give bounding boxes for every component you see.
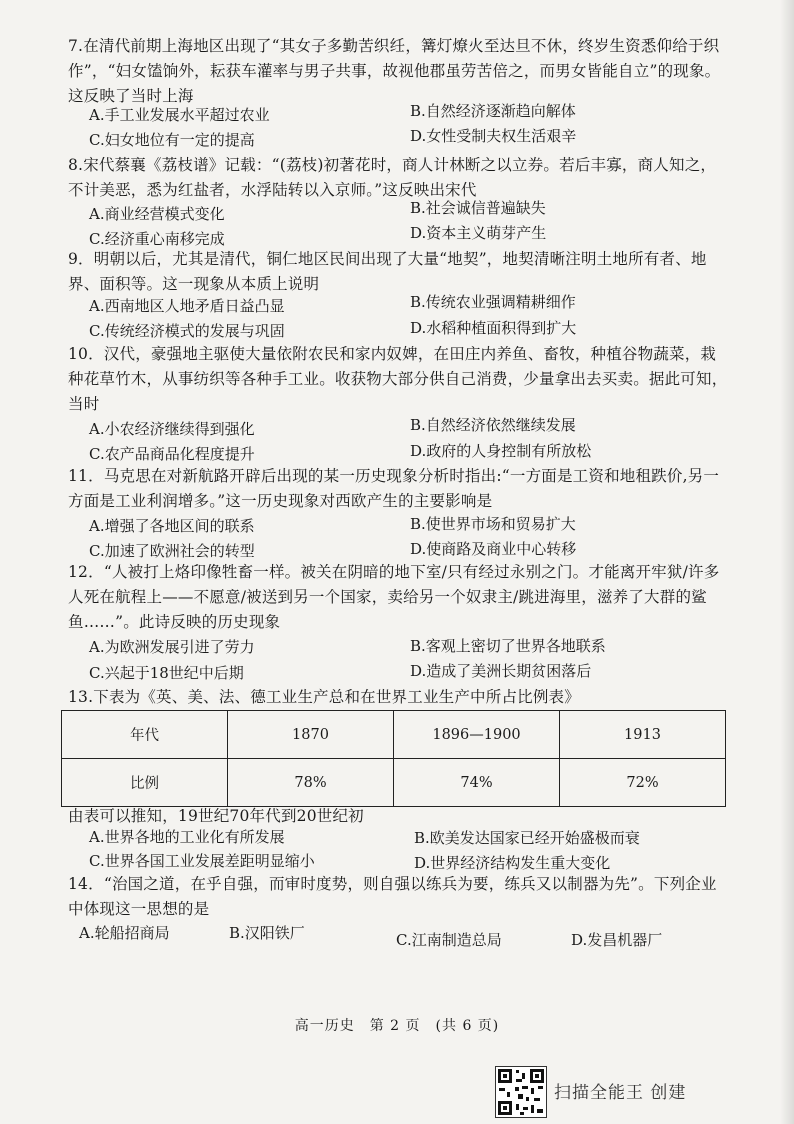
question-12-stem: 12．“人被打上烙印像牲畜一样。被关在阴暗的地下室/只有经过永别之门。才能离开牢狱/许多人死在航程上——不愿意/被送到另一个国家，卖给另一个奴隶主/跳进海里，滋养了大群的鲨鱼……”。此诗反映的历史现象	[68, 563, 720, 631]
q8-option-b: B.社会诚信普遍缺失	[410, 199, 546, 217]
question-7-stem: 7.在清代前期上海地区出现了“其女子多勤苦织纴，篝灯燎火至达旦不休，终岁生资悉仰给于织作”，“妇女馌饷外，耘获车灌率与男子共事，故视他郡虽劳苦倍之，而男女皆能自立”的现象。这反映了当时上海	[68, 37, 721, 105]
q14-option-a: A.轮船招商局	[79, 924, 170, 942]
table-cell: 1913	[560, 711, 726, 759]
question-14-stem: 14．“治国之道，在乎自强，而审时度势，则自强以练兵为要，练兵又以制器为先”。下列企业中体现这一思想的是	[68, 875, 717, 918]
table-cell: 1870	[228, 711, 394, 759]
table-cell: 比例	[62, 759, 228, 807]
q8-option-d: D.资本主义萌芽产生	[410, 224, 547, 242]
table-cell: 年代	[62, 711, 228, 759]
q9-option-d: D.水稻种植面积得到扩大	[410, 319, 577, 337]
table-cell: 72%	[560, 759, 726, 807]
q13-option-c: C.世界各国工业发展差距明显缩小	[89, 852, 315, 870]
table-cell: 1896—1900	[394, 711, 560, 759]
q14-option-b: B.汉阳铁厂	[229, 924, 305, 942]
q13-option-a: A.世界各地的工业化有所发展	[89, 828, 285, 846]
q11-option-b: B.使世界市场和贸易扩大	[410, 515, 576, 533]
question-9-stem: 9．明朝以后，尤其是清代，铜仁地区民间出现了大量“地契”，地契清晰注明土地所有者、地界、面积等。这一现象从本质上说明	[68, 250, 707, 293]
q7-option-c: C.妇女地位有一定的提高	[89, 131, 255, 149]
qr-code-icon	[495, 1066, 547, 1118]
question-13-stem: 13.下表为《英、美、法、德工业生产总和在世界工业生产中所占比例表》	[68, 688, 580, 706]
q12-option-d: D.造成了美洲长期贫困落后	[410, 662, 592, 680]
q14-option-c: C.江南制造总局	[396, 931, 502, 949]
q8-option-c: C.经济重心南移完成	[89, 230, 225, 248]
page-footer: 高一历史 第 2 页 (共 6 页)	[294, 1018, 500, 1034]
scan-edge-shadow	[780, 0, 794, 1124]
q10-option-d: D.政府的人身控制有所放松	[410, 442, 592, 460]
q9-option-c: C.传统经济模式的发展与巩固	[89, 322, 285, 340]
q14-option-d: D.发昌机器厂	[571, 931, 663, 949]
table-row	[62, 759, 726, 807]
q12-option-b: B.客观上密切了世界各地联系	[410, 637, 606, 655]
q7-option-b: B.自然经济逐渐趋向解体	[410, 102, 576, 120]
q11-option-c: C.加速了欧洲社会的转型	[89, 542, 255, 560]
question-13-followup: 由表可以推知，19世纪70年代到20世纪初	[68, 807, 364, 825]
table-cell: 74%	[394, 759, 560, 807]
q7-option-d: D.女性受制夫权生活艰辛	[410, 127, 577, 145]
question-8-stem: 8.宋代蔡襄《荔枝谱》记载：“(荔枝)初著花时，商人计林断之以立券。若后丰寡，商人知之，不计美恶，悉为红盐者，水浮陆转以入京师。”这反映出宋代	[68, 156, 717, 199]
q7-option-a: A.手工业发展水平超过农业	[89, 106, 270, 124]
q11-option-a: A.增强了各地区间的联系	[89, 517, 255, 535]
q8-option-a: A.商业经营模式变化	[89, 205, 225, 223]
industry-share-table	[61, 710, 726, 807]
q12-option-c: C.兴起于18世纪中后期	[89, 664, 244, 682]
q10-option-b: B.自然经济依然继续发展	[410, 416, 576, 434]
question-10-stem: 10．汉代，豪强地主驱使大量依附农民和家内奴婢，在田庄内养鱼、畜牧，种植谷物蔬菜，栽种花草竹木，从事纺织等各种手工业。收获物大部分供自己消费，少量拿出去买卖。据此可知，当时	[68, 345, 728, 413]
q9-option-a: A.西南地区人地矛盾日益凸显	[89, 297, 285, 315]
q11-option-d: D.使商路及商业中心转移	[410, 540, 577, 558]
table-cell: 78%	[228, 759, 394, 807]
scanner-watermark: 扫描全能王 创建	[554, 1083, 687, 1103]
q13-option-d: D.世界经济结构发生重大变化	[414, 854, 611, 872]
question-11-stem: 11．马克思在对新航路开辟后出现的某一历史现象分析时指出:“一方面是工资和地租跌价,另一方面是工业利润增多。”这一历史现象对西欧产生的主要影响是	[68, 467, 720, 510]
q9-option-b: B.传统农业强调精耕细作	[410, 293, 576, 311]
table-header-row	[62, 711, 726, 759]
q10-option-a: A.小农经济继续得到强化	[89, 420, 255, 438]
q13-option-b: B.欧美发达国家已经开始盛极而衰	[414, 829, 640, 847]
q12-option-a: A.为欧洲发展引进了劳力	[89, 638, 255, 656]
q10-option-c: C.农产品商品化程度提升	[89, 445, 255, 463]
